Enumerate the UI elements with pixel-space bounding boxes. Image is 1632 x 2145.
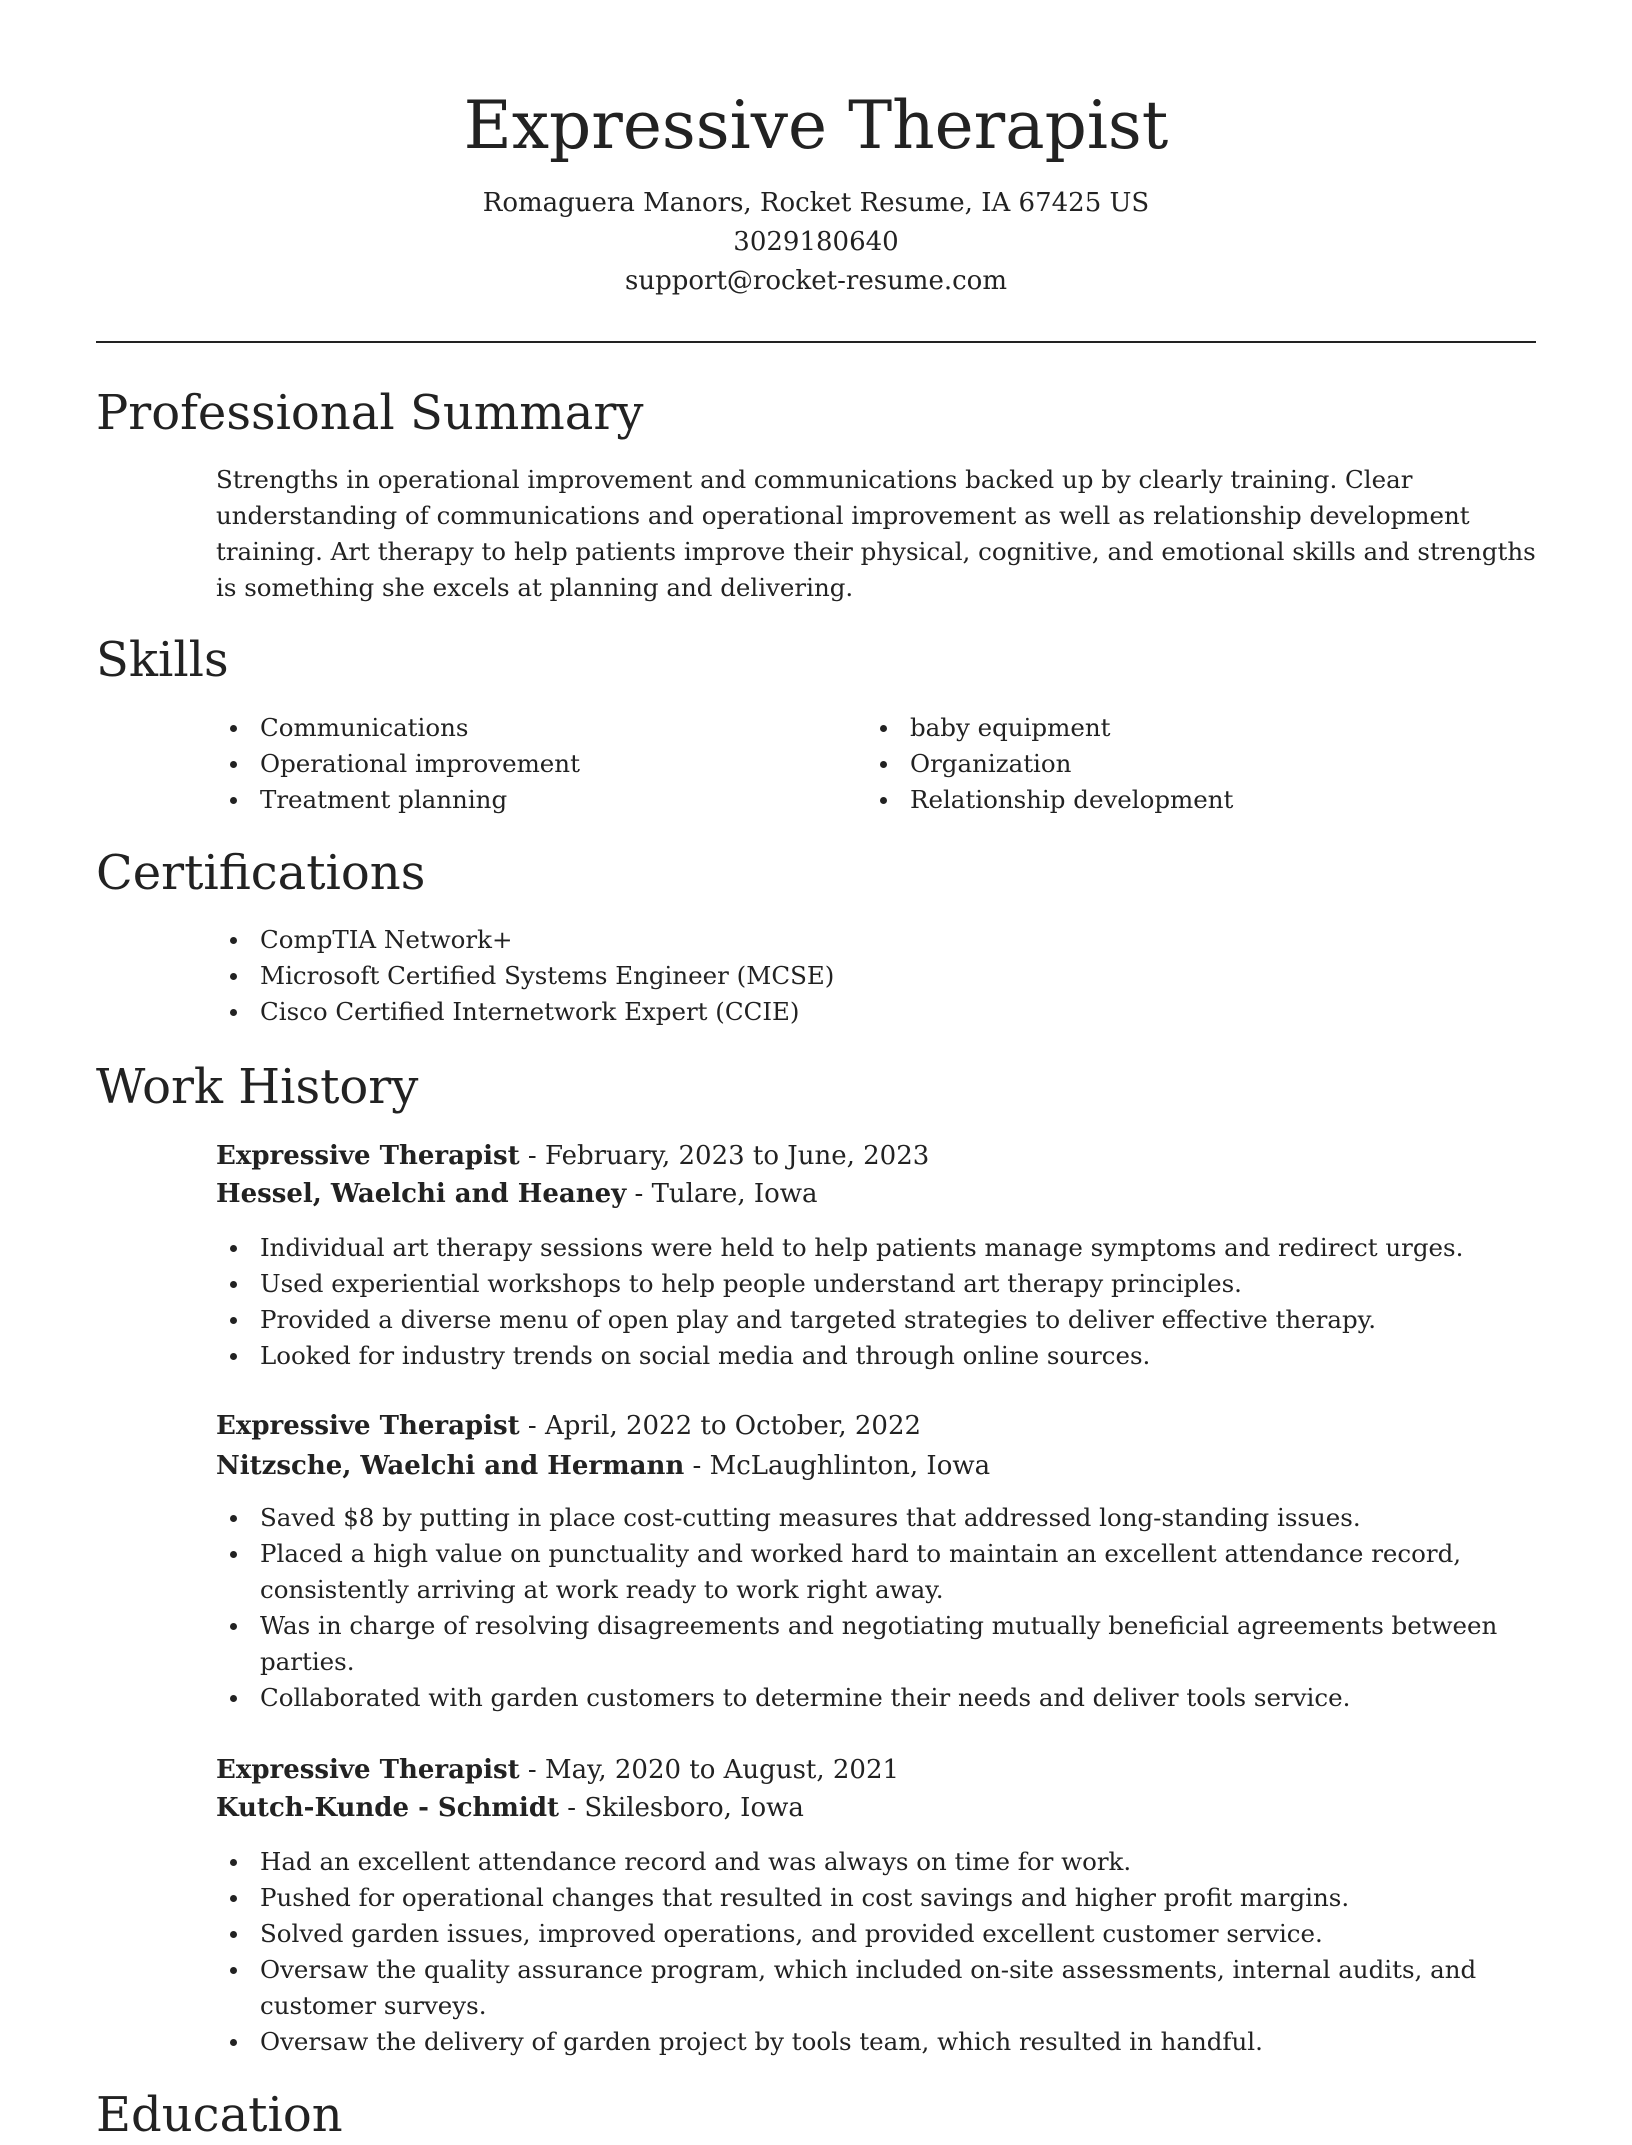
job-company: Hessel, Waelchi and Heaney — [216, 1179, 627, 1209]
resume-header — [96, 80, 1536, 301]
job-duty: Placed a high value on punctuality and worked hard to maintain an excellent attendance record, consistently arriving at work ready to work right away. — [216, 1536, 1536, 1608]
skills-list-left — [216, 710, 856, 818]
job-duty: Saved $8 by putting in place cost-cutting measures that addressed long-standing issues. — [216, 1500, 1536, 1536]
skill-item: Communications — [216, 710, 856, 746]
summary-text: Strengths in operational improvement and communications backed up by clearly training. Clear understanding of communications and operational improvement as well as relationship development training. Art therapy to help patients improve their physical, cognitive, and emotional skills and strengths is something she excels at planning and delivering. — [216, 465, 1536, 602]
job-duties-list — [216, 1230, 1536, 1374]
certification-item: Microsoft Certified Systems Engineer (MCSE) — [216, 958, 1536, 994]
job-title-line — [216, 1751, 1536, 1789]
job-company-line — [216, 1447, 1536, 1485]
job-duty: Provided a diverse menu of open play and targeted strategies to deliver effective therapy. — [216, 1302, 1536, 1338]
job-separator: - — [626, 1179, 652, 1209]
job-dates: May, 2020 to August, 2021 — [544, 1755, 900, 1785]
job-duty: Was in charge of resolving disagreements and negotiating mutually beneficial agreements between parties. — [216, 1608, 1536, 1680]
skill-item: baby equipment — [866, 710, 1526, 746]
job-duty: Collaborated with garden customers to determine their needs and deliver tools service. — [216, 1680, 1536, 1716]
certification-item: Cisco Certified Internetwork Expert (CCIE) — [216, 994, 1536, 1030]
skill-item: Treatment planning — [216, 782, 856, 818]
job-dates: February, 2023 to June, 2023 — [544, 1141, 930, 1171]
work-history-heading: Work History — [96, 1059, 419, 1115]
job-role: Expressive Therapist — [216, 1141, 520, 1171]
job-location: Tulare, Iowa — [651, 1179, 818, 1209]
certifications-heading: Certifications — [96, 845, 426, 901]
job-duty: Solved garden issues, improved operations, and provided excellent customer service. — [216, 1916, 1536, 1952]
job-separator: - — [519, 1411, 545, 1441]
contact-email: support@rocket-resume.com — [624, 266, 1007, 296]
job-separator: - — [684, 1451, 710, 1481]
job-duty: Had an excellent attendance record and was always on time for work. — [216, 1844, 1536, 1880]
job-duty: Looked for industry trends on social media and through online sources. — [216, 1338, 1536, 1374]
job-location: McLaughlinton, Iowa — [709, 1451, 991, 1481]
job-company-line — [216, 1789, 1536, 1827]
job-company: Nitzsche, Waelchi and Hermann — [216, 1451, 685, 1481]
job-separator: - — [519, 1141, 545, 1171]
certifications-list — [216, 922, 1536, 1030]
job-role: Expressive Therapist — [216, 1755, 520, 1785]
education-heading: Education — [96, 2087, 343, 2143]
candidate-name: Expressive Therapist — [463, 87, 1169, 164]
header-divider — [96, 341, 1536, 343]
job-location: Skilesboro, Iowa — [584, 1793, 804, 1823]
job-separator: - — [519, 1755, 545, 1785]
job-role: Expressive Therapist — [216, 1411, 520, 1441]
contact-phone: 3029180640 — [733, 227, 899, 257]
job-duty: Individual art therapy sessions were held to help patients manage symptoms and redirect urges. — [216, 1230, 1536, 1266]
job-duty: Oversaw the delivery of garden project by tools team, which resulted in handful. — [216, 2024, 1536, 2060]
skills-heading: Skills — [96, 632, 229, 688]
job-company-line — [216, 1175, 1536, 1213]
skill-item: Relationship development — [866, 782, 1526, 818]
job-duty: Pushed for operational changes that resulted in cost savings and higher profit margins. — [216, 1880, 1536, 1916]
certification-item: CompTIA Network+ — [216, 922, 1536, 958]
job-duties-list — [216, 1844, 1536, 2060]
skill-item: Organization — [866, 746, 1526, 782]
job-separator: - — [559, 1793, 585, 1823]
skill-item: Operational improvement — [216, 746, 856, 782]
job-title-line — [216, 1137, 1536, 1175]
job-company: Kutch-Kunde - Schmidt — [216, 1793, 560, 1823]
job-dates: April, 2022 to October, 2022 — [544, 1411, 922, 1441]
job-duty: Oversaw the quality assurance program, which included on-site assessments, internal audits, and customer surveys. — [216, 1952, 1536, 2024]
skills-list-right — [866, 710, 1526, 818]
job-duties-list — [216, 1500, 1536, 1716]
job-duty: Used experiential workshops to help people understand art therapy principles. — [216, 1266, 1536, 1302]
summary-heading: Professional Summary — [96, 385, 644, 441]
job-title-line — [216, 1407, 1536, 1445]
contact-address: Romaguera Manors, Rocket Resume, IA 67425 US — [482, 188, 1150, 218]
